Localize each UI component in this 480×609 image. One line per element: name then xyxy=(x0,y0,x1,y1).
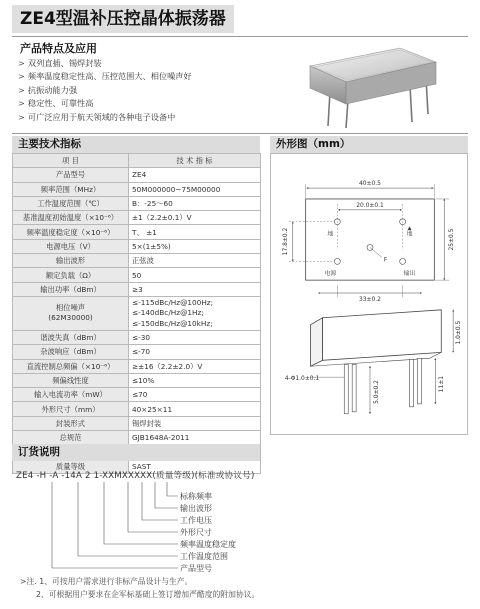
spec-label: 产品型号 xyxy=(13,168,129,182)
outline-drawing xyxy=(270,153,468,435)
spec-label: 频率范围（MHz） xyxy=(13,182,129,196)
spec-label: 总规范 xyxy=(13,431,129,445)
dim-bottom-span: 33±0.2 xyxy=(359,295,381,303)
spec-row xyxy=(13,225,261,239)
spec-row xyxy=(13,402,261,416)
svg-text:▲: ▲ xyxy=(407,225,412,232)
spec-label: 基准温度初始温度（×10⁻⁶） xyxy=(13,211,129,225)
spec-label: 工作温度范围（℃） xyxy=(13,196,129,210)
spec-value: 正弦波 xyxy=(129,254,261,268)
spec-row xyxy=(13,196,261,210)
dim-pin-diameter: 4-Φ1.0±0.1 xyxy=(284,375,320,383)
dim-thickness: 11±1 xyxy=(438,375,446,393)
dim-standoff: 1.0±0.5 xyxy=(455,320,463,345)
order-label-size: 外形尺寸 xyxy=(180,528,212,537)
spec-table-wrap xyxy=(12,153,260,474)
spec-row xyxy=(13,373,261,387)
spec-value: ≤-70 xyxy=(129,345,261,359)
spec-value: B：-25～60 xyxy=(129,196,261,210)
spec-col-item: 项 目 xyxy=(13,154,129,168)
dim-pin-span: 20.0±0.1 xyxy=(356,201,384,209)
spec-row xyxy=(13,168,261,182)
order-code: ZE4 -H -A -14A 2 1-XXMXXXXX(质量等级)(标准或协议号) xyxy=(16,471,255,481)
spec-label: 电源电压（V） xyxy=(13,239,129,253)
spec-value: 锡焊封装 xyxy=(129,416,261,430)
order-code-diagram xyxy=(12,478,312,578)
spec-value: ±1（2.2±0.1）V xyxy=(129,211,261,225)
spec-row xyxy=(13,239,261,253)
order-label-model: 产品型号 xyxy=(180,564,212,573)
spec-label: 谐波失真（dBm） xyxy=(13,330,129,344)
spec-value: 50 xyxy=(129,268,261,282)
dim-height: 25±0.5 xyxy=(448,228,456,251)
spec-value: 50M000000~75M00000 xyxy=(129,182,261,196)
spec-row xyxy=(13,296,261,330)
spec-label: 频率温度稳定度（×10⁻⁶） xyxy=(13,225,129,239)
spec-row xyxy=(13,182,261,196)
spec-label: 质量等级 xyxy=(13,459,129,473)
spec-row xyxy=(13,211,261,225)
spec-row xyxy=(13,431,261,445)
dim-width: 40±0.5 xyxy=(359,180,381,188)
pin-shell-label: 地 xyxy=(406,230,413,238)
spec-label: 输入电流功率（mW） xyxy=(13,388,129,402)
spec-table xyxy=(12,153,261,474)
product-photo xyxy=(304,44,442,128)
spec-value: 5×(1±5%) xyxy=(129,239,261,253)
feature-item: > 双列直插、锡焊封装 xyxy=(18,58,102,68)
spec-value: GJB1648A-2011 xyxy=(129,431,261,445)
feature-item: > 稳定性、可靠性高 xyxy=(18,98,94,109)
spec-label: 额定负载（Ω） xyxy=(13,268,129,282)
order-label-stability: 频率温度稳定度 xyxy=(180,540,236,549)
pin-ground-label: 地 xyxy=(327,230,334,238)
spec-header-row xyxy=(13,154,261,168)
outline-heading: 外形图（mm） xyxy=(270,136,468,153)
features-list xyxy=(18,57,192,124)
page-title: ZE4型温补压控晶体振荡器 xyxy=(12,5,234,33)
feature-item: > 抗振动能力强 xyxy=(18,84,78,95)
feature-item: > 频率温度稳定性高、压控范围大、相位噪声好 xyxy=(18,71,192,82)
spec-row xyxy=(13,330,261,344)
spec-value: ≥3 xyxy=(129,282,261,296)
spec-heading: 主要技术指标 xyxy=(12,136,260,153)
features-heading: 产品特点及应用 xyxy=(20,42,97,55)
spec-label: 杂波响应（dBm） xyxy=(13,345,129,359)
order-label-frequency: 标称频率 xyxy=(180,492,212,501)
spec-row xyxy=(13,254,261,268)
intro-divider xyxy=(12,133,468,134)
pin-output-label: 输出 xyxy=(403,270,416,278)
spec-label: 频偏线性度 xyxy=(13,373,129,387)
title-divider xyxy=(12,36,468,37)
spec-row xyxy=(13,282,261,296)
spec-row xyxy=(13,388,261,402)
spec-value: ≤-115dBc/Hz@100Hz; ≤-140dBc/Hz@1Hz; ≤-150dBc/Hz@10kHz; xyxy=(129,296,261,330)
spec-value: ≤10% xyxy=(129,373,261,387)
spec-value: ZE4 xyxy=(129,168,261,182)
spec-label: 输出波形 xyxy=(13,254,129,268)
spec-label: 相位噪声 (62M30000) xyxy=(13,296,129,330)
spec-row xyxy=(13,345,261,359)
note-2: 2、可根据用户要求在企军标基础上签订增加严酷度的附加协议。 xyxy=(36,590,260,599)
spec-value: ≤-30 xyxy=(129,330,261,344)
spec-row xyxy=(13,359,261,373)
note-1: >注. 1、可按用户需求进行非标产品设计与生产。 xyxy=(20,577,193,586)
order-heading: 订货说明 xyxy=(12,444,260,461)
order-label-voltage: 工作电压 xyxy=(180,516,212,525)
spec-value: T、 ±1 xyxy=(129,225,261,239)
spec-value: ≥±16（2.2±2.0）V xyxy=(129,359,261,373)
spec-label: 直流控制总频偏（×10⁻⁶） xyxy=(13,359,129,373)
feature-item: > 可广泛应用于航天领域的各种电子设备中 xyxy=(18,111,176,122)
pin-vc-label: F xyxy=(383,256,388,264)
spec-value: 40×25×11 xyxy=(129,402,261,416)
spec-value: SAST xyxy=(129,459,261,473)
spec-value: ≤70 xyxy=(129,388,261,402)
spec-label: 输出功率（dBm） xyxy=(13,282,129,296)
spec-col-value: 技 术 指 标 xyxy=(129,154,261,168)
notes xyxy=(20,575,259,601)
dim-pin-length: 5.0±0.2 xyxy=(372,380,380,404)
spec-label: 外形尺寸（mm） xyxy=(13,402,129,416)
dim-pin-row: 17.8±0.2 xyxy=(281,227,289,256)
spec-row xyxy=(13,268,261,282)
spec-row xyxy=(13,416,261,430)
pin-vcc-label: 电源 xyxy=(324,270,337,278)
order-label-temp-range: 工作温度范围 xyxy=(180,552,228,561)
spec-label: 封装形式 xyxy=(13,416,129,430)
order-label-waveform: 输出波形 xyxy=(180,504,212,513)
